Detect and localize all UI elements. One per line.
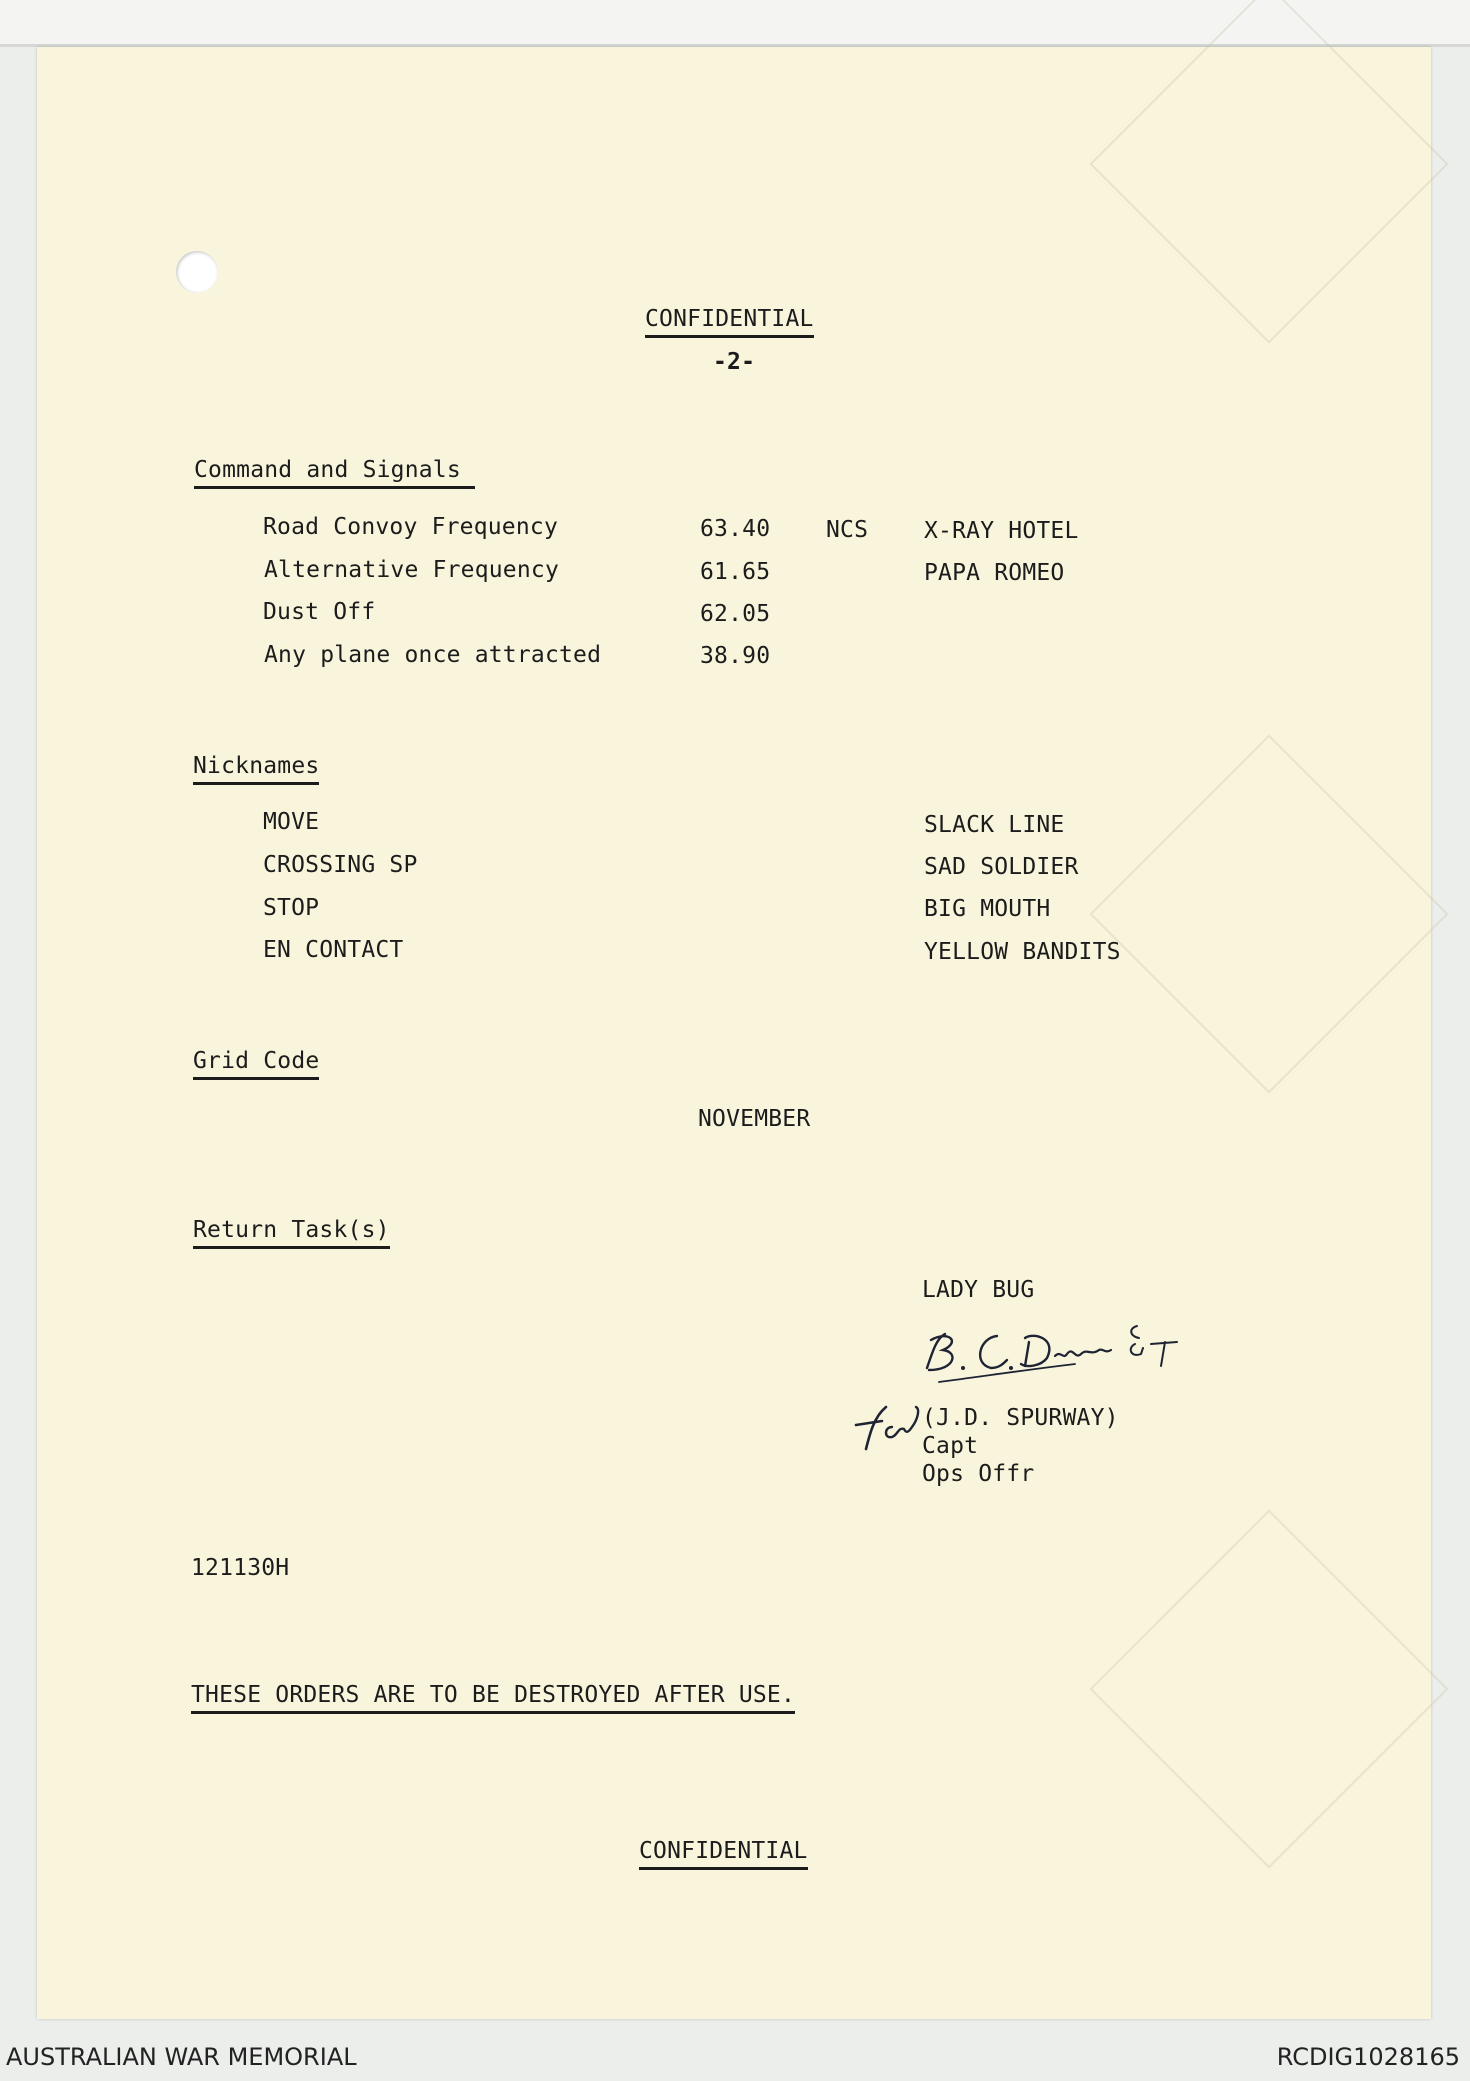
frequency-label: Alternative Frequency	[264, 557, 559, 583]
signatory-rank: Capt	[922, 1433, 979, 1459]
ncs-label: NCS	[826, 517, 869, 543]
nickname-event: MOVE	[263, 809, 320, 835]
grid-code-value: NOVEMBER	[698, 1106, 811, 1132]
document-page	[37, 47, 1431, 2019]
date-time-group: 121130H	[191, 1555, 290, 1581]
section-heading-grid-code: Grid Code	[193, 1047, 319, 1080]
callsign-value: X-RAY HOTEL	[924, 518, 1079, 544]
for-mark	[846, 1397, 926, 1457]
frequency-label: Any plane once attracted	[264, 642, 602, 668]
frequency-value: 63.40	[700, 516, 771, 542]
archive-credit: AUSTRALIAN WAR MEMORIAL	[6, 2043, 357, 2071]
nickname-event: STOP	[263, 895, 320, 921]
nickname-event: CROSSING SP	[263, 852, 418, 878]
archive-reference: RCDIG1028165	[1276, 2043, 1460, 2071]
frequency-label: Road Convoy Frequency	[263, 514, 558, 540]
frequency-label: Dust Off	[263, 599, 376, 625]
nickname-value: YELLOW BANDITS	[924, 939, 1121, 965]
watermark-emboss	[1089, 1509, 1448, 1868]
nickname-event: EN CONTACT	[263, 937, 404, 963]
section-heading-nicknames: Nicknames	[193, 752, 319, 785]
watermark-emboss	[1089, 0, 1448, 344]
nickname-value: BIG MOUTH	[924, 896, 1051, 922]
section-heading-return-tasks: Return Task(s)	[193, 1216, 390, 1249]
section-heading-command-signals: Command and Signals	[194, 456, 475, 489]
frequency-value: 62.05	[700, 601, 771, 627]
watermark-emboss	[1089, 734, 1448, 1093]
frequency-value: 38.90	[700, 643, 771, 669]
signatory-name: (J.D. SPURWAY)	[922, 1405, 1119, 1431]
destroy-notice: THESE ORDERS ARE TO BE DESTROYED AFTER USE.	[191, 1681, 795, 1714]
nickname-value: SAD SOLDIER	[924, 854, 1079, 880]
return-task-value: LADY BUG	[922, 1277, 1035, 1303]
handwritten-signature	[915, 1320, 1195, 1390]
frequency-value: 61.65	[700, 559, 771, 585]
classification-footer: CONFIDENTIAL	[639, 1837, 808, 1870]
punch-hole	[176, 251, 218, 293]
page-number: -2-	[713, 349, 756, 375]
classification-header: CONFIDENTIAL	[645, 305, 814, 338]
nickname-value: SLACK LINE	[924, 812, 1065, 838]
callsign-value: PAPA ROMEO	[924, 560, 1065, 586]
signatory-appointment: Ops Offr	[922, 1461, 1035, 1487]
